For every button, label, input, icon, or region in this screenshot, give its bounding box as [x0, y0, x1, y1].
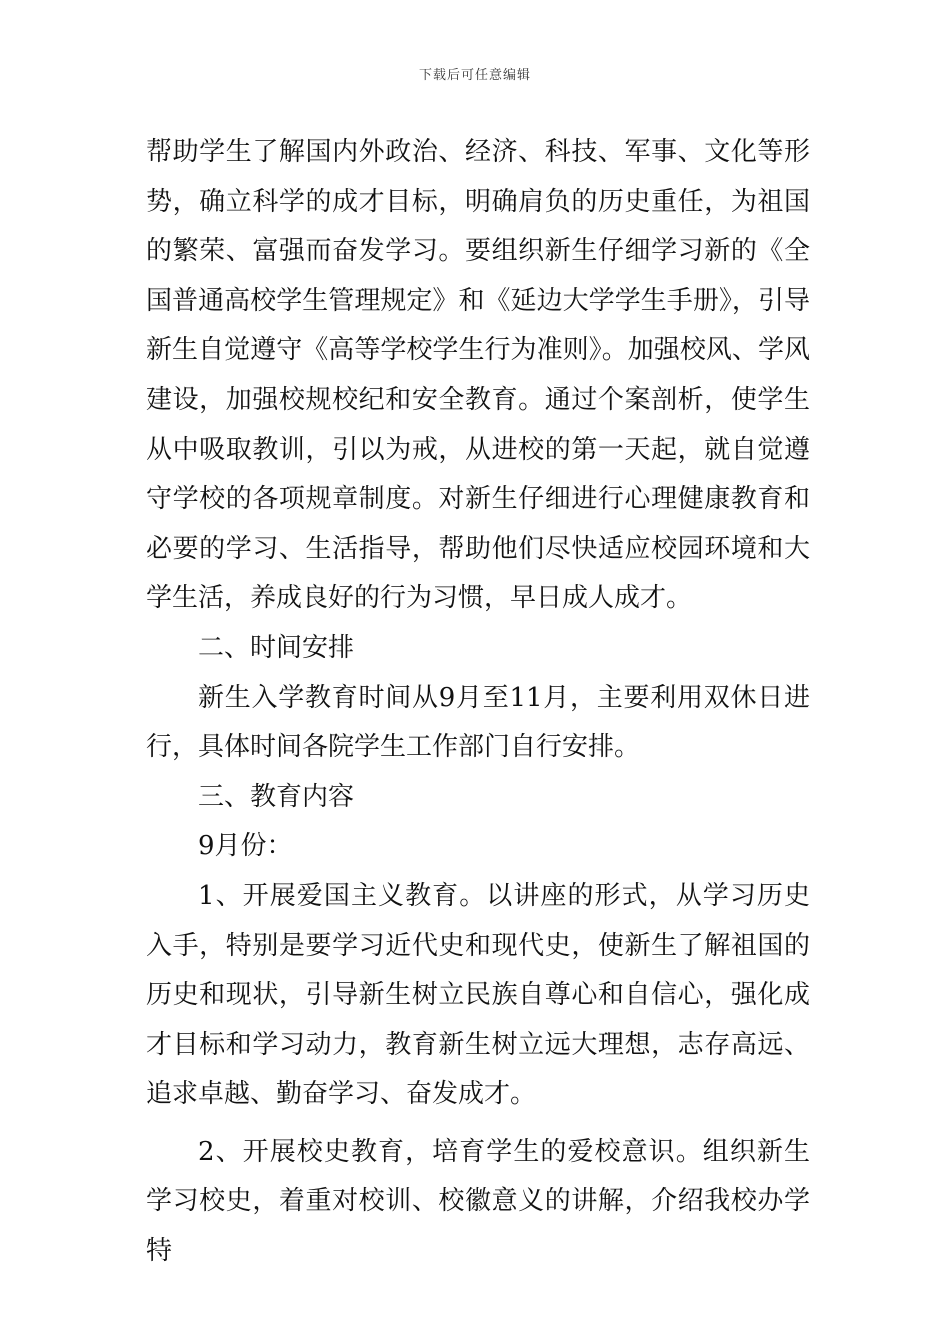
subheading-september: 9月份： [198, 831, 293, 862]
page-header: 下载后可任意编辑 [418, 68, 531, 83]
document-body [146, 128, 810, 1277]
paragraph-item-2: 2、开展校史教育，培育学生的爱校意识。组织新生学习校史，着重对校训、校徽意义的讲解，介绍我校办学特 [146, 1136, 810, 1267]
paragraph-continuation: 帮助学生了解国内外政治、经济、科技、军事、文化等形势，确立科学的成才目标，明确肩负的历史重任，为祖国的繁荣、富强而奋发学习。要组织新生仔细学习新的《全国普通高校学生管理规定》和《延边大学学生手册》，引导新生自觉遵守《高等学校学生行为准则》。加强校风、学风建设，加强校规校纪和安全教育。通过个案剖析，使学生从中吸取教训，引以为戒，从进校的第一天起，就自觉遵守学校的各项规章制度。对新生仔细进行心理健康教育和必要的学习、生活指导，帮助他们尽快适应校园环境和大学生活，养成良好的行为习惯，早日成人成才。 [146, 137, 810, 614]
paragraph-schedule: 新生入学教育时间从9月至11月，主要利用双休日进行，具体时间各院学生工作部门自行安排。 [146, 682, 810, 763]
section-heading-content: 三、教育内容 [198, 781, 355, 812]
section-heading-schedule: 二、时间安排 [198, 632, 355, 663]
paragraph-item-1: 1、开展爱国主义教育。以讲座的形式，从学习历史入手，特别是要学习近代史和现代史，使新生了解祖国的历史和现状，引导新生树立民族自尊心和自信心，强化成才目标和学习动力，教育新生树立远大理想，志存高远、追求卓越、勤奋学习、奋发成才。 [146, 880, 810, 1110]
